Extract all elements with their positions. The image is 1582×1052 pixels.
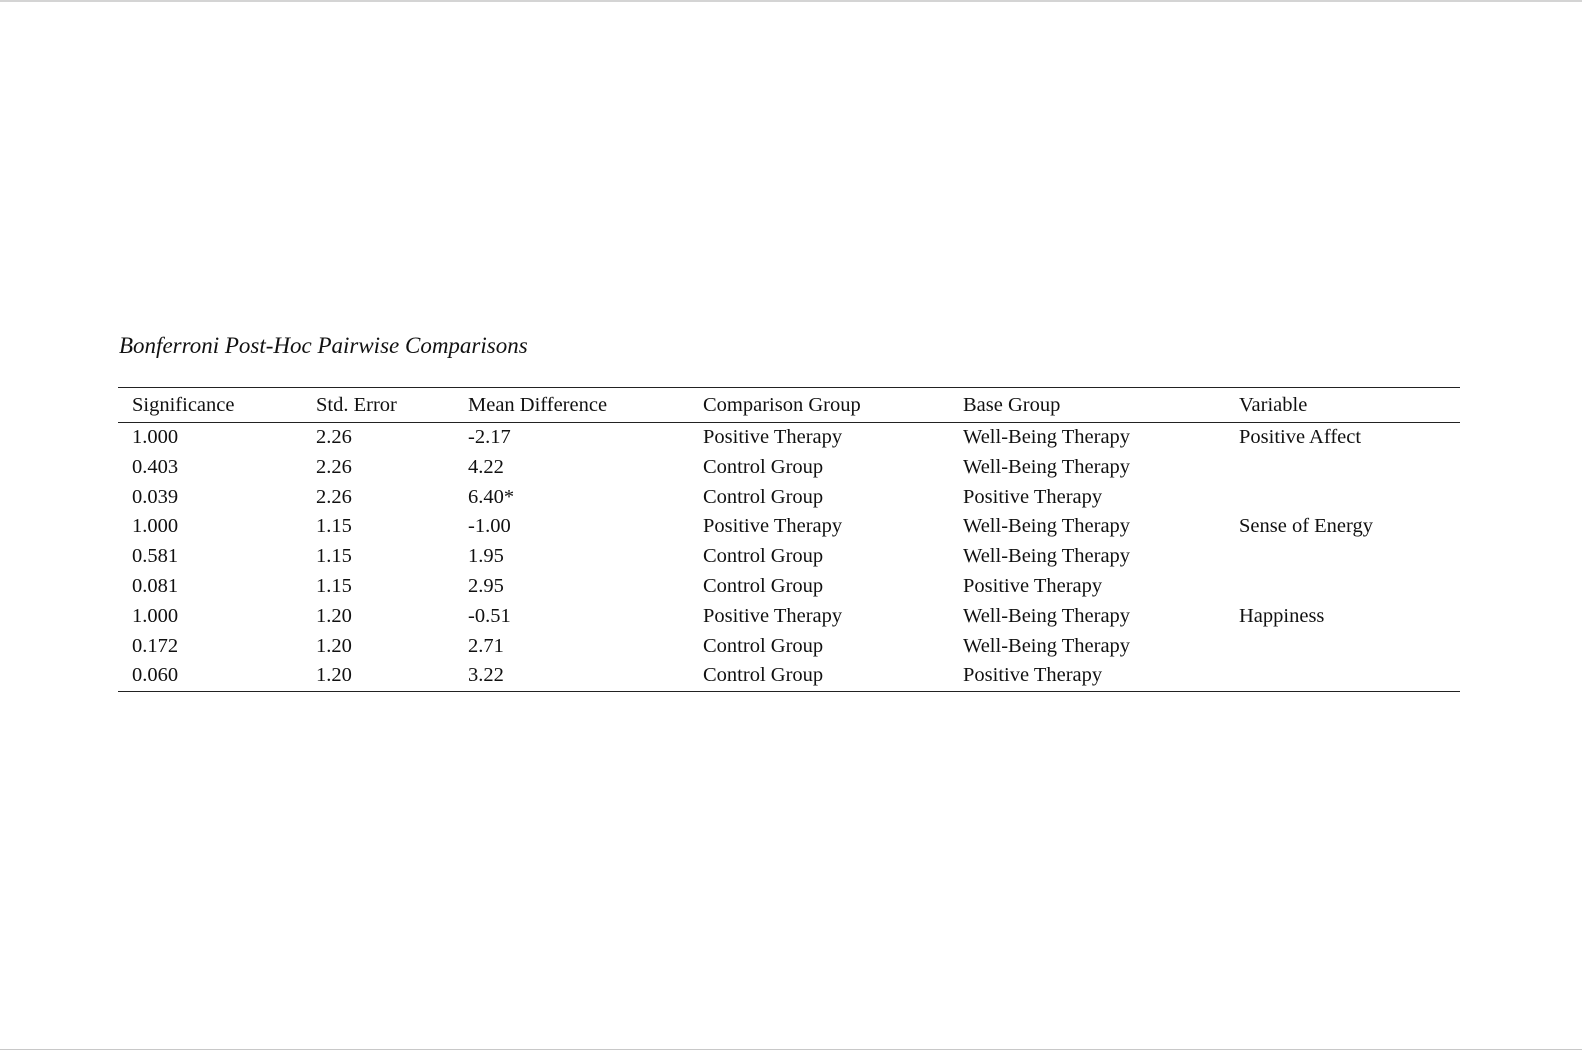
cell-std-error: 1.15: [316, 515, 352, 538]
cell-significance: 0.581: [132, 545, 179, 568]
cell-mean-difference: 4.22: [468, 455, 504, 478]
cell-std-error: 2.26: [316, 485, 352, 508]
cell-base-group: Positive Therapy: [963, 485, 1103, 508]
table-row: [118, 661, 1460, 691]
cell-variable: [1225, 632, 1460, 662]
cell-base-group: Well-Being Therapy: [963, 515, 1131, 538]
cell-mean-difference: 2.71: [468, 634, 504, 657]
cell-mean-difference: 1.95: [468, 545, 504, 568]
pairwise-comparisons-table: [118, 387, 1460, 692]
cell-variable: Happiness: [1239, 604, 1325, 627]
cell-variable: Sense of Energy: [1239, 515, 1373, 538]
cell-significance: 1.000: [132, 426, 179, 448]
cell-std-error: 1.20: [316, 664, 352, 687]
cell-significance: 0.403: [132, 455, 179, 478]
table-row: [118, 572, 1460, 602]
cell-mean-difference: 3.22: [468, 664, 504, 687]
header-row: [118, 388, 1460, 423]
cell-comparison-group: Control Group: [703, 574, 824, 597]
cell-significance: 0.060: [132, 664, 179, 687]
column-header-significance: Significance: [132, 394, 235, 416]
cell-base-group: Well-Being Therapy: [963, 604, 1131, 627]
column-header-base-group: Base Group: [963, 394, 1061, 416]
cell-std-error: 1.15: [316, 574, 352, 597]
cell-mean-difference: -0.51: [468, 604, 511, 627]
cell-significance: 0.081: [132, 574, 179, 597]
cell-base-group: Well-Being Therapy: [963, 634, 1131, 657]
table-row: [118, 632, 1460, 662]
cell-comparison-group: Control Group: [703, 664, 824, 687]
cell-comparison-group: Control Group: [703, 455, 824, 478]
cell-comparison-group: Control Group: [703, 634, 824, 657]
column-header-mean-difference: Mean Difference: [468, 394, 608, 416]
page-top-edge: [0, 0, 1582, 2]
cell-base-group: Well-Being Therapy: [963, 545, 1131, 568]
cell-comparison-group: Control Group: [703, 485, 824, 508]
cell-variable: [1225, 483, 1460, 513]
cell-std-error: 2.26: [316, 455, 352, 478]
cell-base-group: Well-Being Therapy: [963, 426, 1131, 448]
cell-std-error: 1.20: [316, 634, 352, 657]
cell-mean-difference: -1.00: [468, 515, 511, 538]
cell-base-group: Positive Therapy: [963, 664, 1103, 687]
cell-base-group: Well-Being Therapy: [963, 455, 1131, 478]
column-header-comparison-group: Comparison Group: [703, 394, 861, 416]
cell-variable: [1225, 453, 1460, 483]
cell-significance: 1.000: [132, 604, 179, 627]
table-body: [118, 423, 1460, 692]
document-page: [118, 330, 1458, 692]
page-bottom-edge: [0, 1049, 1582, 1050]
table-header: [118, 388, 1460, 423]
table-row: [118, 453, 1460, 483]
table-row: [118, 512, 1460, 542]
cell-variable: Positive Affect: [1239, 426, 1362, 448]
cell-comparison-group: Positive Therapy: [703, 426, 843, 448]
cell-significance: 1.000: [132, 515, 179, 538]
cell-comparison-group: Control Group: [703, 545, 824, 568]
cell-std-error: 2.26: [316, 426, 352, 448]
cell-variable: [1225, 661, 1460, 691]
cell-variable: [1225, 572, 1460, 602]
table-row: [118, 423, 1460, 453]
cell-base-group: Positive Therapy: [963, 574, 1103, 597]
cell-mean-difference: -2.17: [468, 426, 511, 448]
cell-significance: 0.172: [132, 634, 179, 657]
cell-std-error: 1.20: [316, 604, 352, 627]
cell-mean-difference: 6.40*: [468, 485, 515, 508]
table-row: [118, 542, 1460, 572]
cell-std-error: 1.15: [316, 545, 352, 568]
cell-variable: [1225, 542, 1460, 572]
column-header-variable: Variable: [1239, 394, 1308, 416]
cell-significance: 0.039: [132, 485, 179, 508]
table-row: [118, 602, 1460, 632]
table-caption: Bonferroni Post-Hoc Pairwise Comparisons: [119, 333, 528, 358]
cell-comparison-group: Positive Therapy: [703, 515, 843, 538]
table-row: [118, 483, 1460, 513]
cell-mean-difference: 2.95: [468, 574, 504, 597]
cell-comparison-group: Positive Therapy: [703, 604, 843, 627]
column-header-std-error: Std. Error: [316, 394, 397, 416]
